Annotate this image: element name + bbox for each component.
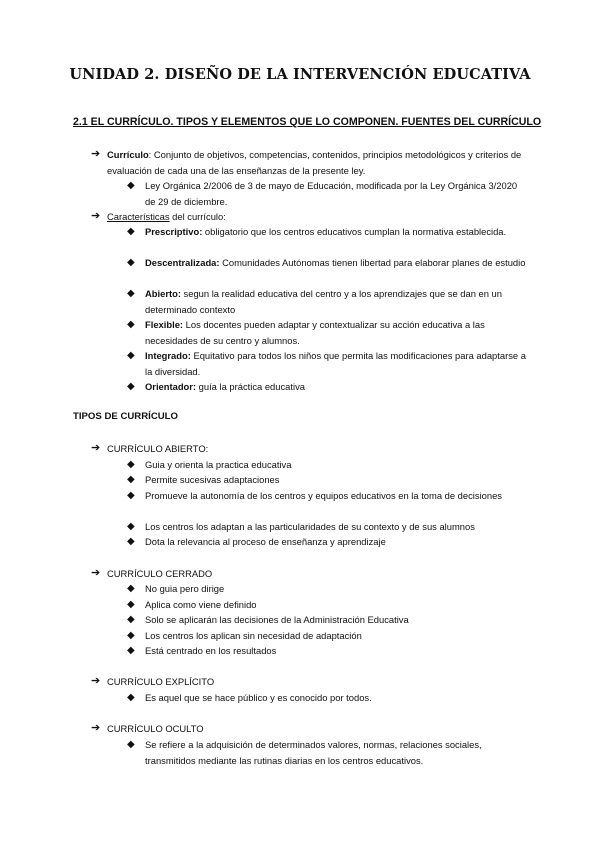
oculto-heading: [91, 721, 531, 737]
list-item: [127, 519, 527, 535]
arrow-icon: ➔: [91, 722, 101, 734]
list-item: [127, 581, 527, 597]
list-item: [127, 472, 527, 488]
diamond-bullet-icon: ◆: [127, 692, 135, 703]
item-text: Solo se aplicarán las decisiones de la Administración Educativa: [145, 614, 409, 625]
item-text: Aplica como viene definido: [145, 599, 257, 610]
list-item: [127, 643, 527, 659]
diamond-bullet-icon: ◆: [127, 180, 135, 191]
caracteristicas-heading: [91, 209, 531, 225]
tipos-heading: TIPOS DE CURRÍCULO: [73, 411, 179, 422]
item-text: Se refiere a la adquisición de determinados valores, normas, relaciones sociales, transmitidos mediante las rutinas diarias en los centros educativos.: [145, 739, 482, 766]
list-item: [127, 379, 527, 395]
diamond-bullet-icon: ◆: [127, 350, 135, 361]
abierto-heading: [91, 441, 531, 457]
item-text: segun la realidad educativa del centro y a los aprendizajes que se dan en un determinado contexto: [145, 288, 502, 315]
diamond-bullet-icon: ◆: [127, 630, 135, 641]
item-text: Permite sucesivas adaptaciones: [145, 474, 280, 485]
caracteristicas-label-rest: del currículo:: [169, 211, 226, 222]
item-text: Los docentes pueden adaptar y contextualizar su acción educativa a las necesidades de su centro y alumnos.: [145, 319, 485, 346]
item-term: Integrado:: [145, 350, 191, 361]
list-item: [127, 488, 527, 504]
item-term: Orientador:: [145, 381, 197, 392]
item-term: Abierto:: [145, 288, 181, 299]
list-item: [127, 286, 527, 317]
diamond-bullet-icon: ◆: [127, 614, 135, 625]
list-item: [127, 457, 527, 473]
item-text: Promueve la autonomía de los centros y equipos educativos en la toma de decisiones: [145, 490, 502, 501]
item-text: obligatorio que los centros educativos cumplan la normativa establecida.: [202, 226, 507, 237]
curriculo-law-text: Ley Orgánica 2/2006 de 3 de mayo de Educación, modificada por la Ley Orgánica 3/2020 de 29 de diciembre.: [145, 180, 518, 207]
arrow-icon: ➔: [91, 442, 101, 454]
diamond-bullet-icon: ◆: [127, 459, 135, 470]
diamond-bullet-icon: ◆: [127, 288, 135, 299]
diamond-bullet-icon: ◆: [127, 257, 135, 268]
list-item: [127, 317, 527, 348]
item-text: Dota la relevancia al proceso de enseñanza y aprendizaje: [145, 536, 386, 547]
explicito-label: CURRÍCULO EXPLÍCITO: [107, 676, 215, 687]
list-item: [127, 612, 527, 628]
diamond-bullet-icon: ◆: [127, 474, 135, 485]
diamond-bullet-icon: ◆: [127, 645, 135, 656]
item-text: Los centros los aplican sin necesidad de adaptación: [145, 630, 362, 641]
curriculo-definition-text: : Conjunto de objetivos, competencias, contenidos, principios metodológicos y criterios de evaluación de cada una de las enseñanzas de la presente ley.: [107, 149, 522, 176]
document-title: UNIDAD 2. DISEÑO DE LA INTERVENCIÓN EDUCATIVA: [69, 66, 531, 83]
explicito-heading: [91, 674, 531, 690]
item-text: Equitativo para todos los niños que permita las modificaciones para adaptarse a la diversidad.: [145, 350, 526, 377]
arrow-icon: ➔: [91, 210, 101, 222]
item-text: Es aquel que se hace público y es conocido por todos.: [145, 692, 372, 703]
arrow-icon: ➔: [91, 675, 101, 687]
item-text: No guia pero dirige: [145, 583, 225, 594]
arrow-icon: ➔: [91, 148, 101, 160]
diamond-bullet-icon: ◆: [127, 381, 135, 392]
item-term: Prescriptivo:: [145, 226, 203, 237]
item-term: Descentralizada:: [145, 257, 220, 268]
diamond-bullet-icon: ◆: [127, 319, 135, 330]
curriculo-definition: [91, 147, 531, 178]
item-text: Comunidades Autónomas tienen libertad para elaborar planes de estudio: [219, 257, 526, 268]
list-item: [127, 690, 527, 706]
list-item: [127, 348, 527, 379]
diamond-bullet-icon: ◆: [127, 490, 135, 501]
diamond-bullet-icon: ◆: [127, 226, 135, 237]
list-item: [127, 597, 527, 613]
cerrado-label: CURRÍCULO CERRADO: [107, 568, 213, 579]
list-item: [127, 534, 527, 550]
curriculo-law: [127, 178, 527, 209]
diamond-bullet-icon: ◆: [127, 536, 135, 547]
section-subtitle: 2.1 EL CURRÍCULO. TIPOS Y ELEMENTOS QUE LO COMPONEN. FUENTES DEL CURRÍCULO: [73, 116, 542, 128]
item-text: guía la práctica educativa: [196, 381, 305, 392]
diamond-bullet-icon: ◆: [127, 599, 135, 610]
list-item: [127, 224, 527, 240]
oculto-label: CURRÍCULO OCULTO: [107, 723, 204, 734]
diamond-bullet-icon: ◆: [127, 583, 135, 594]
curriculo-term: Currículo: [107, 149, 149, 160]
caracteristicas-label: Características: [107, 211, 170, 222]
list-item: [127, 737, 527, 768]
item-text: Guia y orienta la practica educativa: [145, 459, 292, 470]
item-text: Los centros los adaptan a las particularidades de su contexto y de sus alumnos: [145, 521, 475, 532]
diamond-bullet-icon: ◆: [127, 739, 135, 750]
item-term: Flexible:: [145, 319, 184, 330]
arrow-icon: ➔: [91, 567, 101, 579]
list-item: [127, 628, 527, 644]
diamond-bullet-icon: ◆: [127, 521, 135, 532]
cerrado-heading: [91, 566, 531, 582]
abierto-label: CURRÍCULO ABIERTO:: [107, 443, 209, 454]
item-text: Está centrado en los resultados: [145, 645, 277, 656]
list-item: [127, 255, 527, 271]
